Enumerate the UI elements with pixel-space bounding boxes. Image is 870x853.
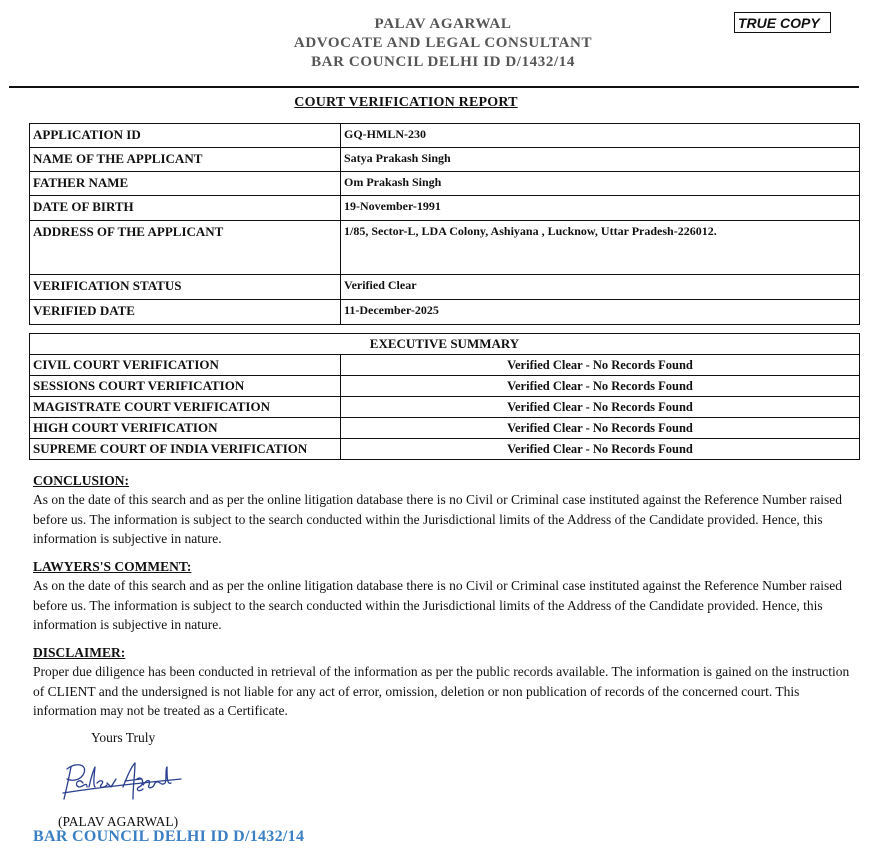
table-row [30, 148, 860, 172]
row-label: APPLICATION ID [30, 124, 341, 148]
row-label: FATHER NAME [30, 172, 341, 196]
lawyers-comment-text: As on the date of this search and as per the online litigation database there is no Civil or Criminal case instituted against the Reference Number raised before us. The information is subject to the search conducted within the Jurisdictional limits of the Address of the Candidate provided. Hence, this information is subjective in nature. [33, 578, 843, 632]
row-value: Satya Prakash Singh [341, 148, 860, 172]
disclaimer-heading: DISCLAIMER: [33, 645, 126, 660]
table-row [30, 275, 860, 300]
row-label: ADDRESS OF THE APPLICANT [30, 221, 341, 275]
table-row [30, 397, 860, 418]
executive-summary-table [29, 333, 860, 460]
row-value: Verified Clear - No Records Found [341, 397, 860, 418]
table-row [30, 221, 860, 275]
table-row [30, 439, 860, 460]
row-value: Verified Clear - No Records Found [341, 418, 860, 439]
conclusion-text: As on the date of this search and as per the online litigation database there is no Civil or Criminal case instituted against the Reference Number raised before us. The information is subject to the search conducted within the Jurisdictional limits of the Address of the Candidate provided. Hence, this information is subjective in nature. [33, 492, 843, 546]
lawyers-comment-heading: LAWYERS'S COMMENT: [33, 559, 192, 574]
row-label: HIGH COURT VERIFICATION [30, 418, 341, 439]
row-value: 11-December-2025 [341, 300, 860, 325]
row-label: VERIFICATION STATUS [30, 275, 341, 300]
table-row [30, 196, 860, 221]
row-value: Verified Clear - No Records Found [341, 439, 860, 460]
footer-bar-council-id: BAR COUNCIL DELHI ID D/1432/14 [33, 828, 305, 845]
lawyers-comment-section [33, 557, 853, 634]
row-value: Verified Clear - No Records Found [341, 355, 860, 376]
row-value: Verified Clear [341, 275, 860, 300]
disclaimer-text: Proper due diligence has been conducted in retrieval of the information as per the public records available. The information is gained on the instruction of CLIENT and the undersigned is not liable for any act of error, omission, deletion or non publication of records of the concerned court. This information may not be treated as a Certificate. [33, 664, 850, 718]
row-value: GQ-HMLN-230 [341, 124, 860, 148]
row-value: 1/85, Sector-L, LDA Colony, Ashiyana , Lucknow, Uttar Pradesh-226012. [341, 221, 860, 275]
disclaimer-section [33, 643, 853, 720]
salutation: Yours Truly [91, 730, 156, 745]
table-row [30, 300, 860, 325]
table-row [30, 355, 860, 376]
true-copy-stamp: TRUE COPY [734, 12, 831, 33]
bar-council-id: BAR COUNCIL DELHI ID D/1432/14 [311, 54, 575, 70]
row-value: 19-November-1991 [341, 196, 860, 221]
row-label: MAGISTRATE COURT VERIFICATION [30, 397, 341, 418]
table-row [30, 334, 860, 355]
table-row [30, 376, 860, 397]
table-row [30, 418, 860, 439]
report-title: COURT VERIFICATION REPORT [294, 95, 518, 110]
row-value: Verified Clear - No Records Found [341, 376, 860, 397]
signatory-name: (PALAV AGARWAL) [58, 814, 179, 829]
applicant-details-table [29, 123, 860, 325]
row-value: Om Prakash Singh [341, 172, 860, 196]
table-row [30, 124, 860, 148]
handwritten-signature [61, 757, 186, 814]
row-label: CIVIL COURT VERIFICATION [30, 355, 341, 376]
advocate-name: PALAV AGARWAL [374, 16, 512, 32]
summary-heading: EXECUTIVE SUMMARY [30, 334, 860, 355]
advocate-title: ADVOCATE AND LEGAL CONSULTANT [293, 35, 593, 51]
row-label: DATE OF BIRTH [30, 196, 341, 221]
header-divider [9, 86, 859, 88]
conclusion-section [33, 471, 853, 548]
table-row [30, 172, 860, 196]
row-label: SESSIONS COURT VERIFICATION [30, 376, 341, 397]
row-label: VERIFIED DATE [30, 300, 341, 325]
row-label: SUPREME COURT OF INDIA VERIFICATION [30, 439, 341, 460]
conclusion-heading: CONCLUSION: [33, 473, 130, 488]
row-label: NAME OF THE APPLICANT [30, 148, 341, 172]
